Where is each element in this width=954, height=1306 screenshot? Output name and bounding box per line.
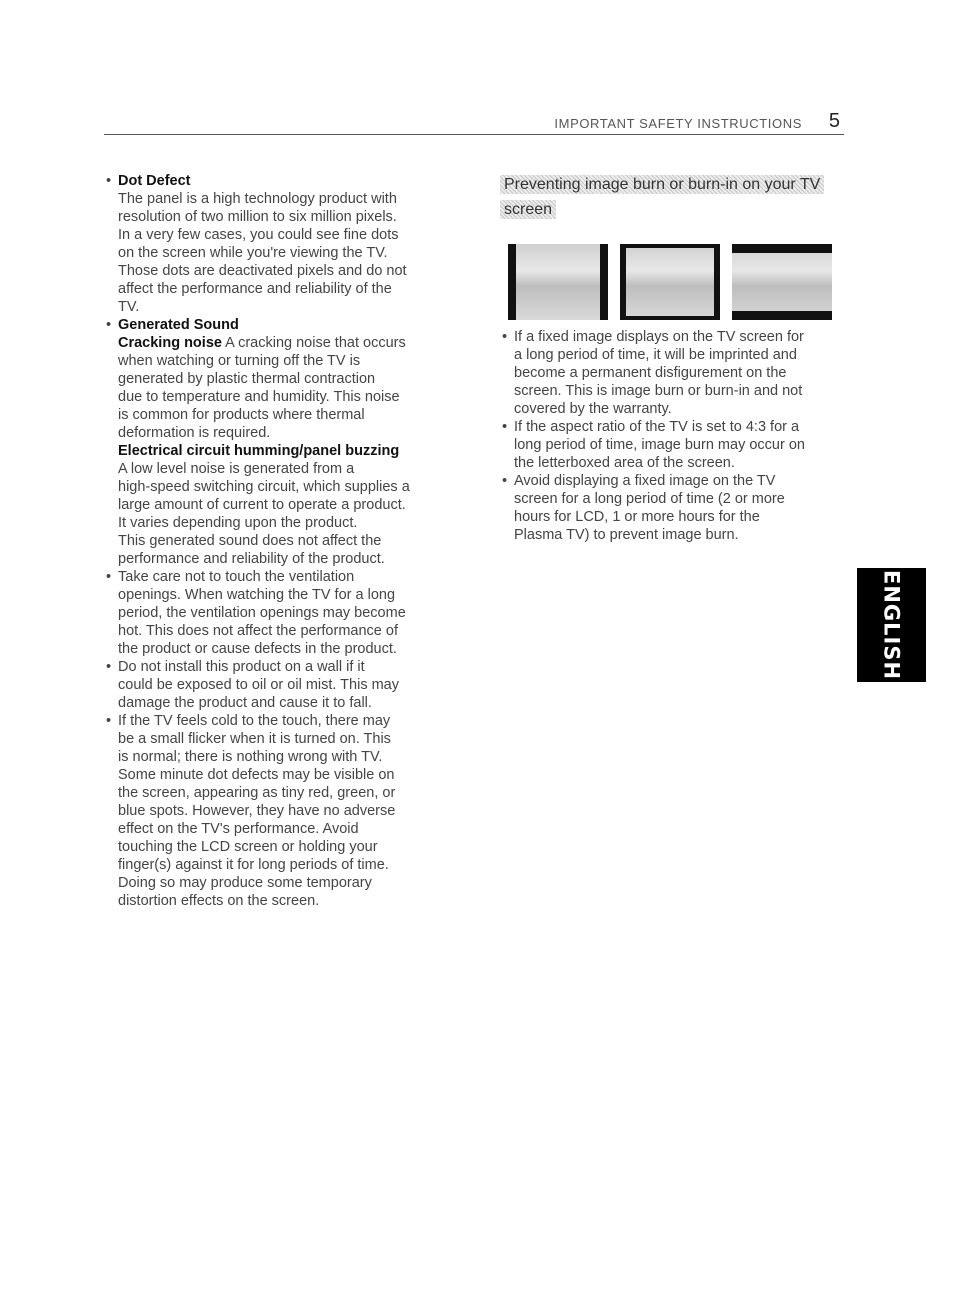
text-line: damage the product and cause it to fall. [118,695,372,711]
text-line: Take care not to touch the ventilation [118,569,355,585]
language-tab-label: ENGLISH [879,569,904,681]
list-item-dot-defect [104,172,454,316]
bullet-icon: • [106,317,112,333]
right-column [500,172,850,544]
window-bar [620,244,720,248]
text-line: screen. This is image burn or burn-in and not [514,383,803,399]
text-line: affect the performance and reliability of the [118,281,392,297]
page-number: 5 [828,110,840,132]
text-line: Some minute dot defects may be visible on [118,767,395,783]
bullet-icon: • [502,473,508,489]
text-line: could be exposed to oil or oil mist. This may [118,677,400,693]
text-line: If a fixed image displays on the TV screen for [514,329,804,345]
pillar-bar [508,244,516,320]
text-line: TV. [118,299,140,315]
text-line: If the aspect ratio of the TV is set to 4:3 for a [514,419,800,435]
text-line: effect on the TV's performance. Avoid [118,821,359,837]
text-line: Avoid displaying a fixed image on the TV [514,473,776,489]
text-line: If the TV feels cold to the touch, there may [118,713,391,729]
bullet-icon: • [106,569,112,585]
list-item-cold-touch [104,712,454,910]
sub-title: Cracking noise [118,335,222,351]
bullet-icon: • [502,419,508,435]
text-line: the screen, appearing as tiny red, green, or [118,785,396,801]
list-item-burn-avoid [500,472,850,544]
section-title: IMPORTANT SAFETY INSTRUCTIONS [554,116,802,131]
text-line: openings. When watching the TV for a long [118,587,396,603]
text-line: In a very few cases, you could see fine dots [118,227,399,243]
bullet-icon: • [106,659,112,675]
item-title: Dot Defect [118,173,191,189]
window-bar [620,316,720,320]
text-line: a long period of time, it will be imprinted and [514,347,797,363]
text-line: be a small flicker when it is turned on. This [118,731,391,747]
text-line: Plasma TV) to prevent image burn. [514,527,739,543]
item-title: Generated Sound [118,317,239,333]
sub-title: Electrical circuit humming/panel buzzing [118,443,400,459]
text-line: It varies depending upon the product. [118,515,358,531]
text-line: screen for a long period of time (2 or more [514,491,785,507]
text-line: high-speed switching circuit, which supplies a [118,479,410,495]
tv-pillarbox-illustration [508,244,608,320]
text-line: long period of time, image burn may occur on [514,437,805,453]
text-line: generated by plastic thermal contraction [118,371,376,387]
left-column [104,172,454,910]
list-item-ventilation [104,568,454,658]
text-line: performance and reliability of the product. [118,551,385,567]
list-item-burn-fixed-image [500,328,850,418]
pillar-bar [600,244,608,320]
page-header [104,112,844,135]
text-line: distortion effects on the screen. [118,893,320,909]
text-line: blue spots. However, they have no adverse [118,803,396,819]
list-item-burn-aspect-ratio [500,418,850,472]
text-line: when watching or turning off the TV is [118,353,361,369]
text-line: is common for products where thermal [118,407,365,423]
window-bar [620,244,626,320]
text-line: covered by the warranty. [514,401,672,417]
text-fragment: A cracking noise that occurs [221,335,406,351]
section-heading-wrap [500,172,850,222]
list-item-generated-sound [104,316,454,568]
text-line: This generated sound does not affect the [118,533,382,549]
text-line: on the screen while you're viewing the TV. [118,245,388,261]
language-tab [857,568,926,682]
text-line: touching the LCD screen or holding your [118,839,378,855]
text-line: deformation is required. [118,425,271,441]
text-line: the product or cause defects in the product. [118,641,397,657]
text-line: large amount of current to operate a product. [118,497,406,513]
text-line: the letterboxed area of the screen. [514,455,735,471]
text-line: due to temperature and humidity. This noise [118,389,400,405]
text-line [118,334,454,352]
text-line: period, the ventilation openings may become [118,605,406,621]
text-line: Doing so may produce some temporary [118,875,372,891]
text-line: The panel is a high technology product with [118,191,397,207]
bullet-icon: • [106,713,112,729]
text-line: A low level noise is generated from a [118,461,355,477]
letterbox-bar [732,244,832,253]
text-line: hours for LCD, 1 or more hours for the [514,509,760,525]
bullet-icon: • [502,329,508,345]
window-bar [714,244,720,320]
tv-windowbox-illustration [620,244,720,320]
text-line: is normal; there is nothing wrong with TV. [118,749,383,765]
text-line: Those dots are deactivated pixels and do not [118,263,407,279]
text-line: hot. This does not affect the performance of [118,623,398,639]
image-burn-illustrations [508,244,850,320]
text-line: resolution of two million to six million pixels. [118,209,397,225]
list-item-oil-mist [104,658,454,712]
text-line: finger(s) against it for long periods of time. [118,857,389,873]
text-line: Do not install this product on a wall if it [118,659,365,675]
text-line: become a permanent disfigurement on the [514,365,787,381]
letterbox-bar [732,311,832,320]
section-heading: Preventing image burn or burn-in on your TV screen [500,175,824,219]
bullet-icon: • [106,173,112,189]
tv-letterbox-illustration [732,244,832,320]
